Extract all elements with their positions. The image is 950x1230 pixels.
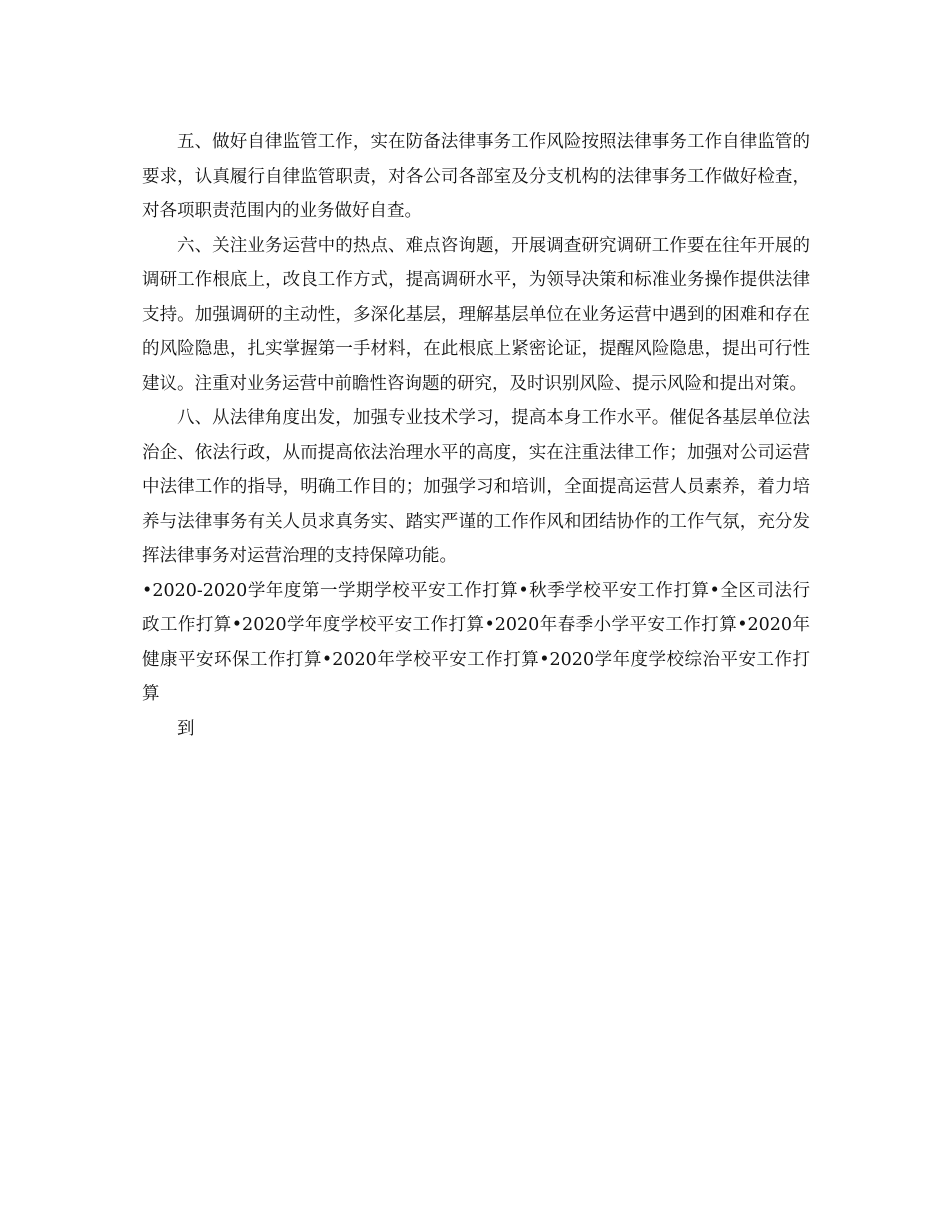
paragraph-six: 六、关注业务运营中的热点、难点咨询题，开展调查研究调研工作要在往年开展的调研工作根底上，改良工作方式，提高调研水平，为领导决策和标准业务操作提供法律支持。加强调研的主动性，多深化基层，理解基层单位在业务运营中遇到的困难和存在的风险隐患，扎实掌握第一手材料，在此根底上紧密论证，提醒风险隐患，提出可行性建议。注重对业务运营中前瞻性咨询题的研究，及时识别风险、提示风险和提出对策。 (142, 235, 810, 394)
trailing-text: 到 (177, 718, 195, 739)
paragraph-eight: 八、从法律角度出发，加强专业技术学习，提高本身工作水平。催促各基层单位法治企、依法行政，从而提高依法治理水平的高度，实在注重法律工作；加强对公司运营中法律工作的指导，明确工作目的；加强学习和培训，全面提高运营人员素养，着力培养与法律事务有关人员求真务实、踏实严谨的工作作风和团结协作的工作气氛，充分发挥法律事务对运营治理的支持保障功能。 (142, 408, 810, 566)
paragraph-five: 五、做好自律监管工作，实在防备法律事务工作风险按照法律事务工作自律监管的要求，认真履行自律监管职责，对各公司各部室及分支机构的法律事务工作做好检查，对各项职责范围内的业务做好自查。 (142, 132, 810, 221)
document-page (142, 125, 810, 746)
related-links[interactable]: •2020-2020学年度第一学期学校平安工作打算•秋季学校平安工作打算•全区司法行政工作打算•2020学年度学校平安工作打算•2020年春季小学平安工作打算•2020年健康平安环保工作打算•2020年学校平安工作打算•2020学年度学校综治平安工作打算 (142, 580, 810, 704)
